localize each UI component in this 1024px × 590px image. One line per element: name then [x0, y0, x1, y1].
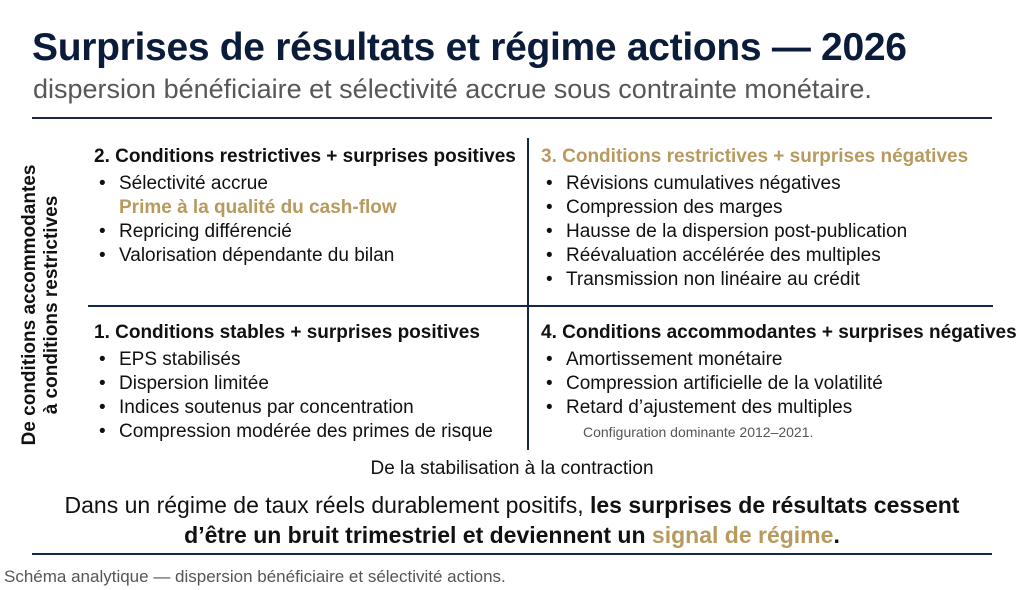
conclusion-highlight: signal de régime [651, 522, 834, 548]
list-item: • Hausse de la dispersion post-publication [566, 220, 968, 244]
vertical-axis-divider [527, 138, 529, 450]
page-title: Surprises de résultats et régime actions — 2026 [32, 26, 907, 69]
list-item: • Sélectivité accrue [119, 172, 516, 196]
conclusion-line-1 [0, 490, 1024, 520]
y-axis-label [19, 155, 63, 455]
list-item: • Révisions cumulatives négatives [566, 172, 968, 196]
conclusion-bold: les surprises de résultats cessent [589, 492, 960, 518]
list-item: • Réévaluation accélérée des multiples [566, 244, 968, 268]
y-axis-label-line-1: De conditions accommodantes [19, 164, 40, 446]
quadrant-bottom-left [94, 321, 493, 444]
list-item: • Retard d’ajustement des multiples [566, 396, 1017, 420]
quadrant-title: 3. Conditions restrictives + surprises négatives [541, 146, 969, 167]
list-item: • EPS stabilisés [119, 348, 493, 372]
conclusion-plain: Dans un régime de taux réels durablement positifs, [64, 492, 590, 518]
page-subtitle: dispersion bénéficiaire et sélectivité accrue sous contrainte monétaire. [33, 74, 872, 104]
quadrant-title: 1. Conditions stables + surprises positives [94, 322, 480, 343]
conclusion-bold: d’être un bruit trimestriel et deviennent un [184, 522, 652, 548]
top-divider [32, 117, 992, 119]
list-item: • Dispersion limitée [119, 372, 493, 396]
quadrant-list [541, 348, 1017, 420]
list-item: • Indices soutenus par concentration [119, 396, 493, 420]
quadrant-list [541, 172, 968, 292]
y-axis-label-line-2: à conditions restrictives [41, 195, 62, 415]
highlight-item: Prime à la qualité du cash-flow [119, 197, 397, 218]
quadrant-top-right [541, 145, 968, 292]
list-item: • Compression modérée des primes de risque [119, 420, 493, 444]
list-item: • Repricing différencié [119, 220, 516, 244]
x-axis-label: De la stabilisation à la contraction [370, 458, 654, 479]
list-item: • Compression artificielle de la volatilité [566, 372, 1017, 396]
conclusion-text [0, 490, 1024, 550]
quadrant-top-left [94, 145, 516, 268]
quadrant-bottom-right [541, 321, 1017, 440]
conclusion-end: . [833, 522, 840, 548]
quadrant-title: 2. Conditions restrictives + surprises positives [94, 146, 516, 167]
list-item: • Valorisation dépendante du bilan [119, 244, 516, 268]
list-item: • Amortissement monétaire [566, 348, 1017, 372]
quadrant-note: Configuration dominante 2012–2021. [583, 424, 814, 440]
quadrant-list [94, 172, 516, 268]
list-item: • Compression des marges [566, 196, 968, 220]
list-item: • Transmission non linéaire au crédit [566, 268, 968, 292]
horizontal-axis-divider [88, 305, 993, 307]
quadrant-title: 4. Conditions accommodantes + surprises négatives [541, 322, 1017, 343]
quadrant-list [94, 348, 493, 444]
conclusion-line-2 [0, 520, 1024, 550]
bottom-divider [32, 553, 992, 555]
figure-caption: Schéma analytique — dispersion bénéficiaire et sélectivité actions. [4, 567, 506, 586]
